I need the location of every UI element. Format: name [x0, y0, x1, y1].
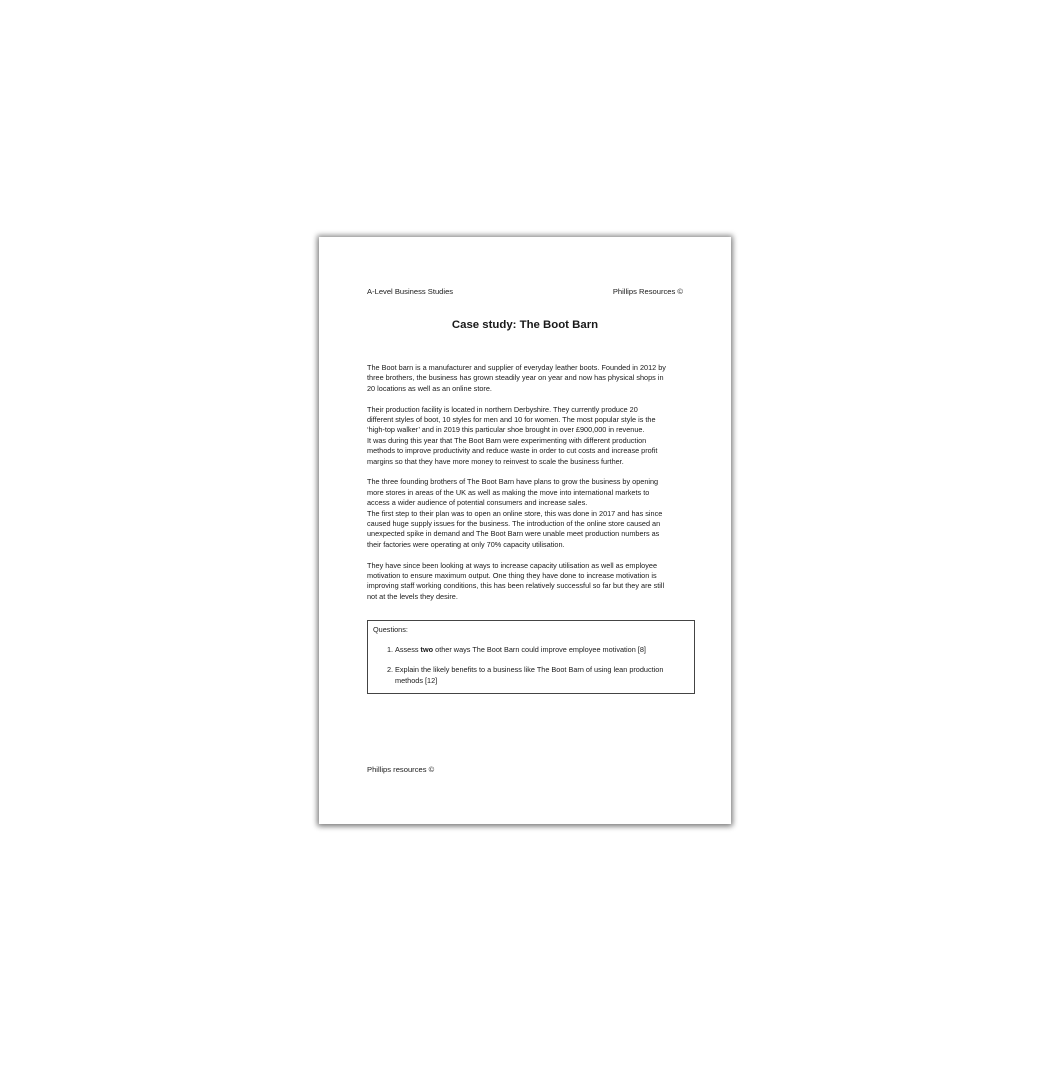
questions-heading: Questions: — [373, 625, 408, 634]
header-publisher: Phillips Resources © — [612, 287, 683, 296]
question-number: 1. — [387, 645, 394, 654]
paragraph-intro — [367, 363, 687, 394]
question-text-line: methods [12] — [395, 675, 438, 685]
page-footer: Phillips resources © — [367, 765, 435, 774]
question-item — [387, 645, 689, 655]
text-line: They have since been looking at ways to increase capacity utilisation as well as employee — [367, 560, 658, 570]
text-line: The three founding brothers of The Boot Barn have plans to grow the business by opening — [367, 477, 659, 487]
page-title: Case study: The Boot Barn — [451, 319, 599, 331]
text-line: motivation to ensure maximum output. One thing they have done to increase motivation is — [367, 571, 657, 581]
text-line: unexpected spike in demand and The Boot Barn were unable meet production numbers as — [367, 529, 660, 539]
text-line: The Boot barn is a manufacturer and supplier of everyday leather boots. Founded in 2012 by — [367, 363, 666, 372]
text-line: access a wider audience of potential consumers and increase sales. — [367, 498, 588, 508]
text-line: their factories were operating at only 70% capacity utilisation. — [367, 539, 565, 549]
paragraph-motivation — [367, 561, 687, 603]
text-line: different styles of boot, 10 styles for men and 10 for women. The most popular style is the — [367, 415, 656, 425]
question-text-line: Explain the likely benefits to a business like The Boot Barn of using lean production — [395, 665, 664, 675]
text-line: more stores in areas of the UK as well as making the move into international markets to — [367, 487, 650, 497]
paragraph-growth — [367, 477, 687, 550]
header-subject: A-Level Business Studies — [367, 287, 454, 296]
question-number: 2. — [387, 665, 394, 675]
questions-box — [367, 620, 695, 694]
questions-list — [373, 645, 689, 686]
document-page — [319, 237, 731, 824]
question-text — [395, 665, 663, 686]
text-line: ‘high-top walker’ and in 2019 this particular shoe brought in over £900,000 in revenue. — [367, 425, 645, 435]
text-line: margins so that they have more money to reinvest to scale the business further. — [367, 456, 624, 466]
text-line: three brothers, the business has grown steadily year on year and now has physical shops in — [367, 373, 664, 383]
text-line: caused huge supply issues for the business. The introduction of the online store caused an — [367, 519, 661, 529]
text-line: improving staff working conditions, this has been relatively successful so far but they are still — [367, 581, 665, 591]
question-text-suffix: other ways The Boot Barn could improve employee motivation [8] — [433, 645, 646, 654]
text-line: Their production facility is located in northern Derbyshire. They currently produce 20 — [367, 404, 638, 414]
text-line: methods to improve productivity and reduce waste in order to cut costs and increase profit — [367, 446, 658, 456]
text-line: 20 locations as well as an online store. — [367, 383, 492, 393]
question-text — [395, 645, 646, 655]
question-text-bold: two — [420, 645, 434, 654]
text-line: The first step to their plan was to open an online store, this was done in 2017 and has since — [367, 508, 663, 518]
text-line: not at the levels they desire. — [367, 591, 458, 601]
paragraph-production — [367, 405, 687, 467]
question-item — [387, 665, 689, 686]
question-text-prefix: Assess — [395, 645, 421, 654]
case-study-body — [367, 363, 687, 613]
text-line: It was during this year that The Boot Barn were experimenting with different production — [367, 435, 647, 445]
